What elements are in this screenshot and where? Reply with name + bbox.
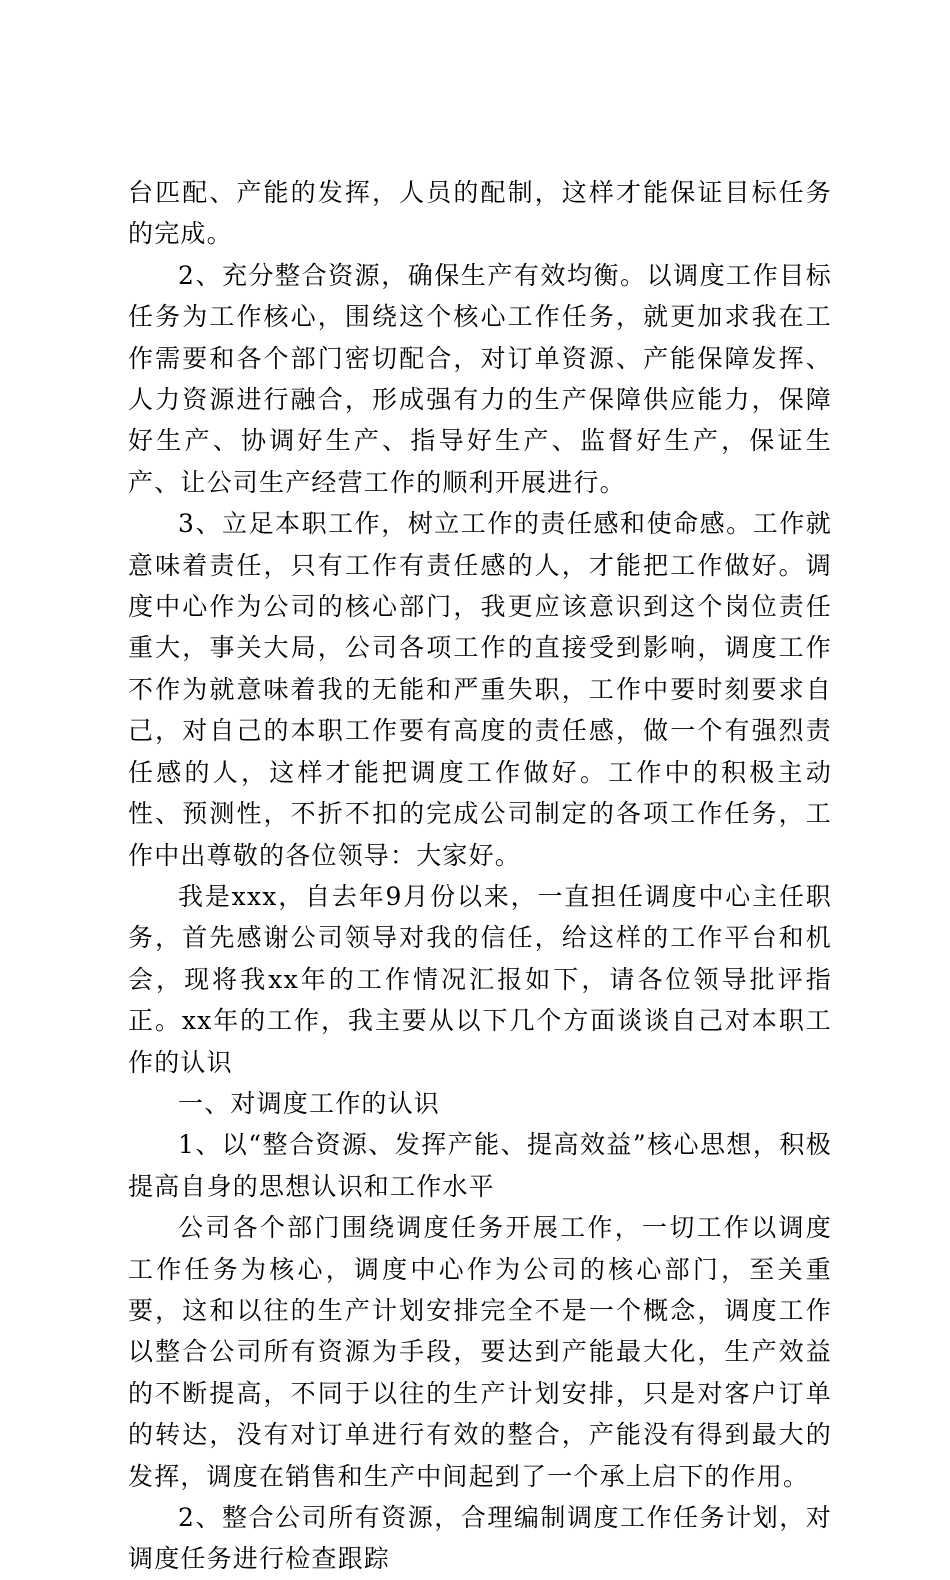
paragraph-department-role: 公司各个部门围绕调度任务开展工作，一切工作以调度工作任务为核心，调度中心作为公司的核心部门，至关重要，这和以往的生产计划安排完全不是一个概念，调度工作以整合公司所有资源为手段，要达到产能最大化，生产效益的不断提高，不同于以往的生产计划安排，只是对客户订单的转达，没有对订单进行有效的整合，产能没有得到最大的发挥，调度在销售和生产中间起到了一个承上启下的作用。 (128, 1213, 832, 1491)
section-heading: 一、对调度工作的认识 (178, 1088, 441, 1118)
paragraph-continuation: 台匹配、产能的发挥，人员的配制，这样才能保证目标任务的完成。 (128, 178, 832, 249)
paragraph-item-3-responsibility: 3、立足本职工作，树立工作的责任感和使命感。工作就意味着责任，只有工作有责任感的人，才能把工作做好。调度中心作为公司的核心部门，我更应该意识到这个岗位责任重大，事关大局，公司各项工作的直接受到影响，调度工作不作为就意味着我的无能和严重失职，工作中要时刻要求自己，对自己的本职工作要有高度的责任感，做一个有强烈责任感的人，这样才能把调度工作做好。工作中的积极主动性、预测性，不折不扣的完成公司制定的各项工作任务，工作中出尊敬的各位领导：大家好。 (128, 509, 832, 870)
paragraph-item-1-thinking: 1、以“整合资源、发挥产能、提高效益”核心思想，积极提高自身的思想认识和工作水平 (128, 1130, 832, 1201)
paragraph-item-2-planning: 2、整合公司所有资源，合理编制调度工作任务计划，对调度任务进行检查跟踪 (128, 1503, 832, 1574)
paragraph-introduction: 我是xxx，自去年9月份以来，一直担任调度中心主任职务，首先感谢公司领导对我的信任，给这样的工作平台和机会，现将我xx年的工作情况汇报如下，请各位领导批评指正。xx年的工作，我主要从以下几个方面谈谈自己对本职工作的认识 (128, 881, 832, 1077)
paragraph-item-2-resources: 2、充分整合资源，确保生产有效均衡。以调度工作目标任务为工作核心，围绕这个核心工作任务，就更加求我在工作需要和各个部门密切配合，对订单资源、产能保障发挥、人力资源进行融合，形成强有力的生产保障供应能力，保障好生产、协调好生产、指导好生产、监督好生产，保证生产、让公司生产经营工作的顺利开展进行。 (128, 260, 832, 497)
document-body (128, 172, 832, 1580)
